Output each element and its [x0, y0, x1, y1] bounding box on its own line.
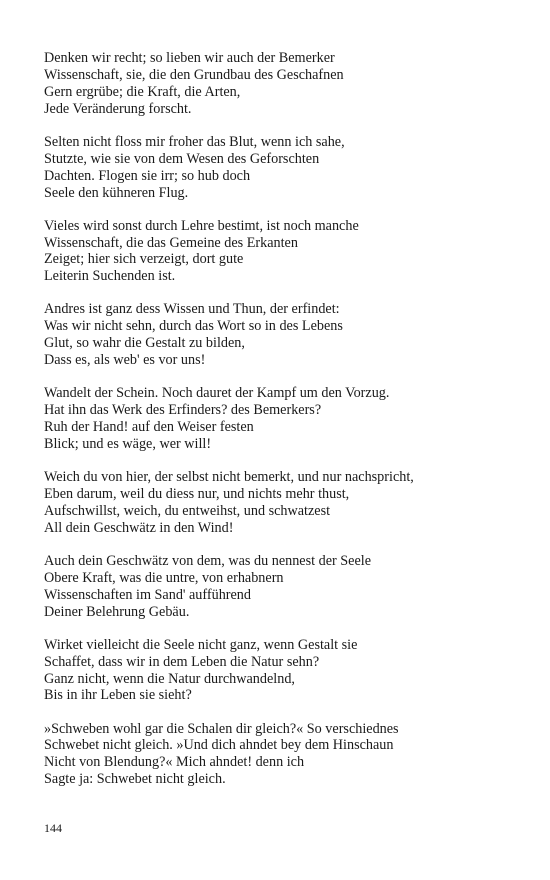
poem-line: Ganz nicht, wenn die Natur durchwandelnd, — [44, 670, 295, 687]
poem-line: Was wir nicht sehn, durch das Wort so in des Lebens — [44, 318, 343, 335]
stanza-8 — [44, 637, 524, 705]
stanza-6 — [44, 469, 524, 537]
poem-line: Eben darum, weil du diess nur, und nichts mehr thust, — [44, 485, 350, 502]
poem-line: Bis in ihr Leben sie sieht? — [44, 687, 192, 704]
poem-line: Wissenschaften im Sand' aufführend — [44, 586, 251, 603]
poem-line: Deiner Belehrung Gebäu. — [44, 603, 190, 620]
poem-line: Seele den kühneren Flug. — [44, 184, 189, 201]
poem-line: Gern ergrübe; die Kraft, die Arten, — [44, 83, 241, 100]
stanza-4 — [44, 301, 524, 369]
poem-line: »Schweben wohl gar die Schalen dir gleich?« So verschiednes — [44, 720, 399, 737]
poem-line: Schwebet nicht gleich. »Und dich ahndet bey dem Hinschaun — [44, 737, 394, 754]
poem-line: Sagte ja: Schwebet nicht gleich. — [44, 771, 226, 788]
poem-line: Zeiget; hier sich verzeigt, dort gute — [44, 251, 244, 268]
poem-line: Glut, so wahr die Gestalt zu bilden, — [44, 335, 245, 352]
poem-line: Vieles wird sonst durch Lehre bestimt, ist noch manche — [44, 217, 359, 234]
stanza-5 — [44, 385, 524, 453]
poem-line: Weich du von hier, der selbst nicht bemerkt, und nur nachspricht, — [44, 469, 414, 486]
poem-line: Schaffet, dass wir in dem Leben die Natur sehn? — [44, 653, 320, 670]
poem-line: Aufschwillst, weich, du entweihst, und schwatzest — [44, 502, 331, 519]
poem-line: Selten nicht floss mir froher das Blut, wenn ich sahe, — [44, 133, 345, 150]
poem-line: Leiterin Suchenden ist. — [44, 268, 176, 285]
poem-line: Auch dein Geschwätz von dem, was du nennest der Seele — [44, 552, 371, 569]
poem-line: Wissenschaft, sie, die den Grundbau des Geschafnen — [44, 66, 344, 83]
poem-line: Ruh der Hand! auf den Weiser festen — [44, 419, 254, 436]
poem-line: Wandelt der Schein. Noch dauret der Kampf um den Vorzug. — [44, 385, 390, 402]
poem-line: Andres ist ganz dess Wissen und Thun, der erfindet: — [44, 301, 340, 318]
poem-line: Stutzte, wie sie von dem Wesen des Geforschten — [44, 150, 320, 167]
stanza-3 — [44, 218, 524, 286]
stanza-7 — [44, 553, 524, 621]
poem-body — [44, 50, 524, 804]
poem-line: Blick; und es wäge, wer will! — [44, 435, 212, 452]
poem-line: Dachten. Flogen sie irr; so hub doch — [44, 167, 251, 184]
stanza-1 — [44, 50, 524, 118]
poem-line: All dein Geschwätz in den Wind! — [44, 519, 234, 536]
stanza-2 — [44, 134, 524, 202]
page-number: 144 — [44, 821, 62, 835]
poem-line: Obere Kraft, was die untre, von erhabnern — [44, 569, 284, 586]
stanza-9 — [44, 721, 524, 789]
poem-line: Wissenschaft, die das Gemeine des Erkanten — [44, 234, 298, 251]
poem-line: Wirket vielleicht die Seele nicht ganz, wenn Gestalt sie — [44, 636, 358, 653]
poem-line: Dass es, als web' es vor uns! — [44, 352, 206, 369]
poem-line: Jede Veränderung forscht. — [44, 100, 192, 117]
poem-line: Denken wir recht; so lieben wir auch der Bemerker — [44, 50, 335, 66]
poem-line: Nicht von Blendung?« Mich ahndet! denn ich — [44, 754, 305, 771]
poem-line: Hat ihn das Werk des Erfinders? des Bemerkers? — [44, 402, 322, 419]
